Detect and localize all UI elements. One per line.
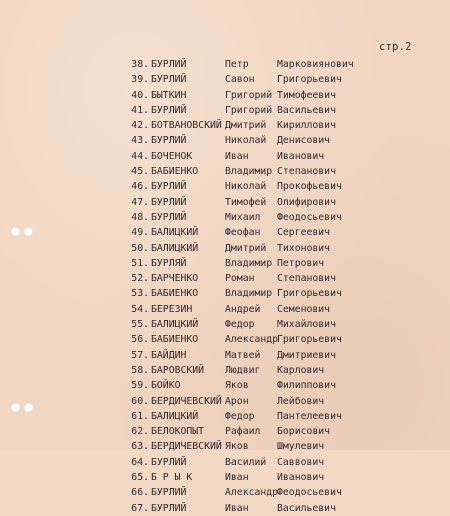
patronymic: Феодосьевич (277, 211, 342, 223)
patronymic: Денисович (277, 135, 331, 147)
first-name: Владимир (225, 257, 273, 269)
patronymic: Тимофеевич (277, 89, 336, 101)
first-name: Арон (225, 395, 249, 407)
surname: БУРЛИЙ (151, 59, 187, 70)
surname: БОЧЕНОК (151, 150, 193, 162)
surname: БАЛИЦКИЙ (151, 242, 199, 254)
first-name: Савон (225, 74, 255, 86)
list-item (0, 179, 450, 194)
entry-number: 51. (131, 257, 149, 269)
first-name: Роман (225, 273, 255, 285)
list-item (0, 118, 450, 133)
first-name: Яков (225, 380, 249, 392)
entry-number: 38. (131, 59, 149, 70)
entry-number: 49. (131, 227, 149, 239)
list-item (0, 57, 450, 72)
surname: БЕРДИЧЕВСКИЙ (151, 395, 222, 407)
list-item (0, 485, 450, 500)
list-item (0, 88, 450, 103)
surname: БЫТКИН (151, 89, 187, 101)
entry-number: 62. (131, 426, 149, 438)
patronymic: Филиппович (277, 380, 336, 392)
surname: БЕРДИЧЕВСКИЙ (151, 441, 222, 453)
first-name: Александр (225, 487, 279, 499)
surname: БАРОВСКИЙ (151, 364, 205, 376)
list-item (0, 241, 450, 256)
entry-number: 57. (131, 349, 149, 361)
entry-number: 46. (131, 181, 149, 193)
patronymic: Иванович (277, 150, 325, 162)
first-name: Матвей (225, 349, 261, 361)
entry-number: 48. (131, 211, 149, 223)
surname: БУРЛИЙ (151, 181, 187, 193)
surname: БЕЛОКОПЫТ (151, 426, 205, 438)
first-name: Григорий (225, 89, 273, 101)
patronymic: Борисович (277, 426, 331, 438)
surname: БАЛИЦКИЙ (151, 227, 199, 239)
list-item (0, 210, 450, 225)
list-item (0, 455, 450, 470)
first-name: Людвиг (225, 364, 261, 376)
list-item (0, 470, 450, 485)
entry-number: 54. (131, 303, 149, 315)
list-item (0, 195, 450, 210)
entry-number: 50. (131, 242, 149, 254)
patronymic: Семенович (277, 303, 331, 315)
surname: БАЛИЦКИЙ (151, 410, 199, 422)
patronymic: Дмитриевич (277, 349, 336, 361)
entry-number: 63. (131, 441, 149, 453)
first-name: Александр (225, 334, 279, 346)
first-name: Андрей (225, 303, 261, 315)
patronymic: Марковиянович (277, 59, 354, 70)
first-name: Николай (225, 181, 267, 193)
first-name: Михаил (225, 211, 261, 223)
entry-number: 65. (131, 472, 149, 484)
entry-number: 45. (131, 166, 149, 178)
entry-number: 58. (131, 364, 149, 376)
list-item (0, 394, 450, 409)
name-list (0, 57, 450, 516)
surname: БОЙКО (151, 380, 181, 392)
first-name: Дмитрий (225, 120, 267, 132)
list-item (0, 501, 450, 516)
first-name: Иван (225, 502, 249, 514)
patronymic: Прокофьевич (277, 181, 342, 193)
entry-number: 52. (131, 273, 149, 285)
patronymic: Карлович (277, 364, 325, 376)
patronymic: Сергеевич (277, 227, 331, 239)
entry-number: 42. (131, 120, 149, 132)
patronymic: Петрович (277, 257, 325, 269)
first-name: Николай (225, 135, 267, 147)
list-item (0, 256, 450, 271)
surname: БАБИЕНКО (151, 334, 199, 346)
list-item (0, 409, 450, 424)
patronymic: Васильевич (277, 502, 336, 514)
surname: БУРЛЯЙ (151, 257, 187, 269)
patronymic: Иванович (277, 472, 325, 484)
patronymic: Лейбович (277, 395, 325, 407)
first-name: Василий (225, 456, 267, 468)
surname: БАБИЕНКО (151, 288, 199, 300)
list-item (0, 225, 450, 240)
patronymic: Кириллович (277, 120, 336, 132)
list-item (0, 317, 450, 332)
surname: БУРЛИЙ (151, 487, 187, 499)
list-item (0, 424, 450, 439)
first-name: Иван (225, 150, 249, 162)
list-item (0, 302, 450, 317)
entry-number: 43. (131, 135, 149, 147)
first-name: Григорий (225, 104, 273, 116)
list-item (0, 164, 450, 179)
first-name: Феофан (225, 227, 261, 239)
patronymic: Шмулевич (277, 441, 325, 453)
patronymic: Феодосьевич (277, 487, 342, 499)
list-item (0, 286, 450, 301)
surname: Б Р Ы К (151, 472, 193, 484)
list-item (0, 149, 450, 164)
surname: БУРЛИЙ (151, 74, 187, 86)
list-item (0, 271, 450, 286)
entry-number: 40. (131, 89, 149, 101)
first-name: Иван (225, 472, 249, 484)
surname: БУРЛИЙ (151, 456, 187, 468)
list-item (0, 363, 450, 378)
entry-number: 55. (131, 319, 149, 331)
entry-number: 66. (131, 487, 149, 499)
patronymic: Васильевич (277, 104, 336, 116)
first-name: Федор (225, 319, 255, 331)
surname: БАЛИЦКИЙ (151, 319, 199, 331)
list-item (0, 72, 450, 87)
list-item (0, 378, 450, 393)
surname: БУРЛИЙ (151, 135, 187, 147)
patronymic: Григорьевич (277, 334, 342, 346)
patronymic: Тихонович (277, 242, 331, 254)
entry-number: 47. (131, 196, 149, 208)
first-name: Владимир (225, 166, 273, 178)
first-name: Яков (225, 441, 249, 453)
patronymic: Степанович (277, 273, 336, 285)
patronymic: Олифирович (277, 196, 336, 208)
entry-number: 61. (131, 410, 149, 422)
surname: БАЙДИН (151, 349, 187, 361)
patronymic: Саввович (277, 456, 325, 468)
entry-number: 41. (131, 104, 149, 116)
surname: БАБИЕНКО (151, 166, 199, 178)
first-name: Владимир (225, 288, 273, 300)
entry-number: 60. (131, 395, 149, 407)
patronymic: Григорьевич (277, 74, 342, 86)
surname: БУРЛИЙ (151, 196, 187, 208)
first-name: Петр (225, 59, 249, 70)
surname: БЕРЕЗИН (151, 303, 193, 315)
entry-number: 39. (131, 74, 149, 86)
list-item (0, 332, 450, 347)
patronymic: Пантелеевич (277, 410, 342, 422)
page-number: стр.2 (379, 41, 412, 53)
entry-number: 64. (131, 456, 149, 468)
surname: БУРЛИЙ (151, 104, 187, 116)
entry-number: 56. (131, 334, 149, 346)
entry-number: 53. (131, 288, 149, 300)
surname: БАРЧЕНКО (151, 273, 199, 285)
surname: БУРЛИЙ (151, 502, 187, 514)
first-name: Дмитрий (225, 242, 267, 254)
entry-number: 67. (131, 502, 149, 514)
list-item (0, 103, 450, 118)
list-item (0, 439, 450, 454)
list-item (0, 133, 450, 148)
surname: БОТВАНОВСКИЙ (151, 120, 222, 132)
entry-number: 59. (131, 380, 149, 392)
patronymic: Степанович (277, 166, 336, 178)
patronymic: Григорьевич (277, 288, 342, 300)
first-name: Тимофей (225, 196, 267, 208)
patronymic: Михайлович (277, 319, 336, 331)
surname: БУРЛИЙ (151, 211, 187, 223)
entry-number: 44. (131, 150, 149, 162)
first-name: Федор (225, 410, 255, 422)
first-name: Рафаил (225, 426, 261, 438)
list-item (0, 348, 450, 363)
